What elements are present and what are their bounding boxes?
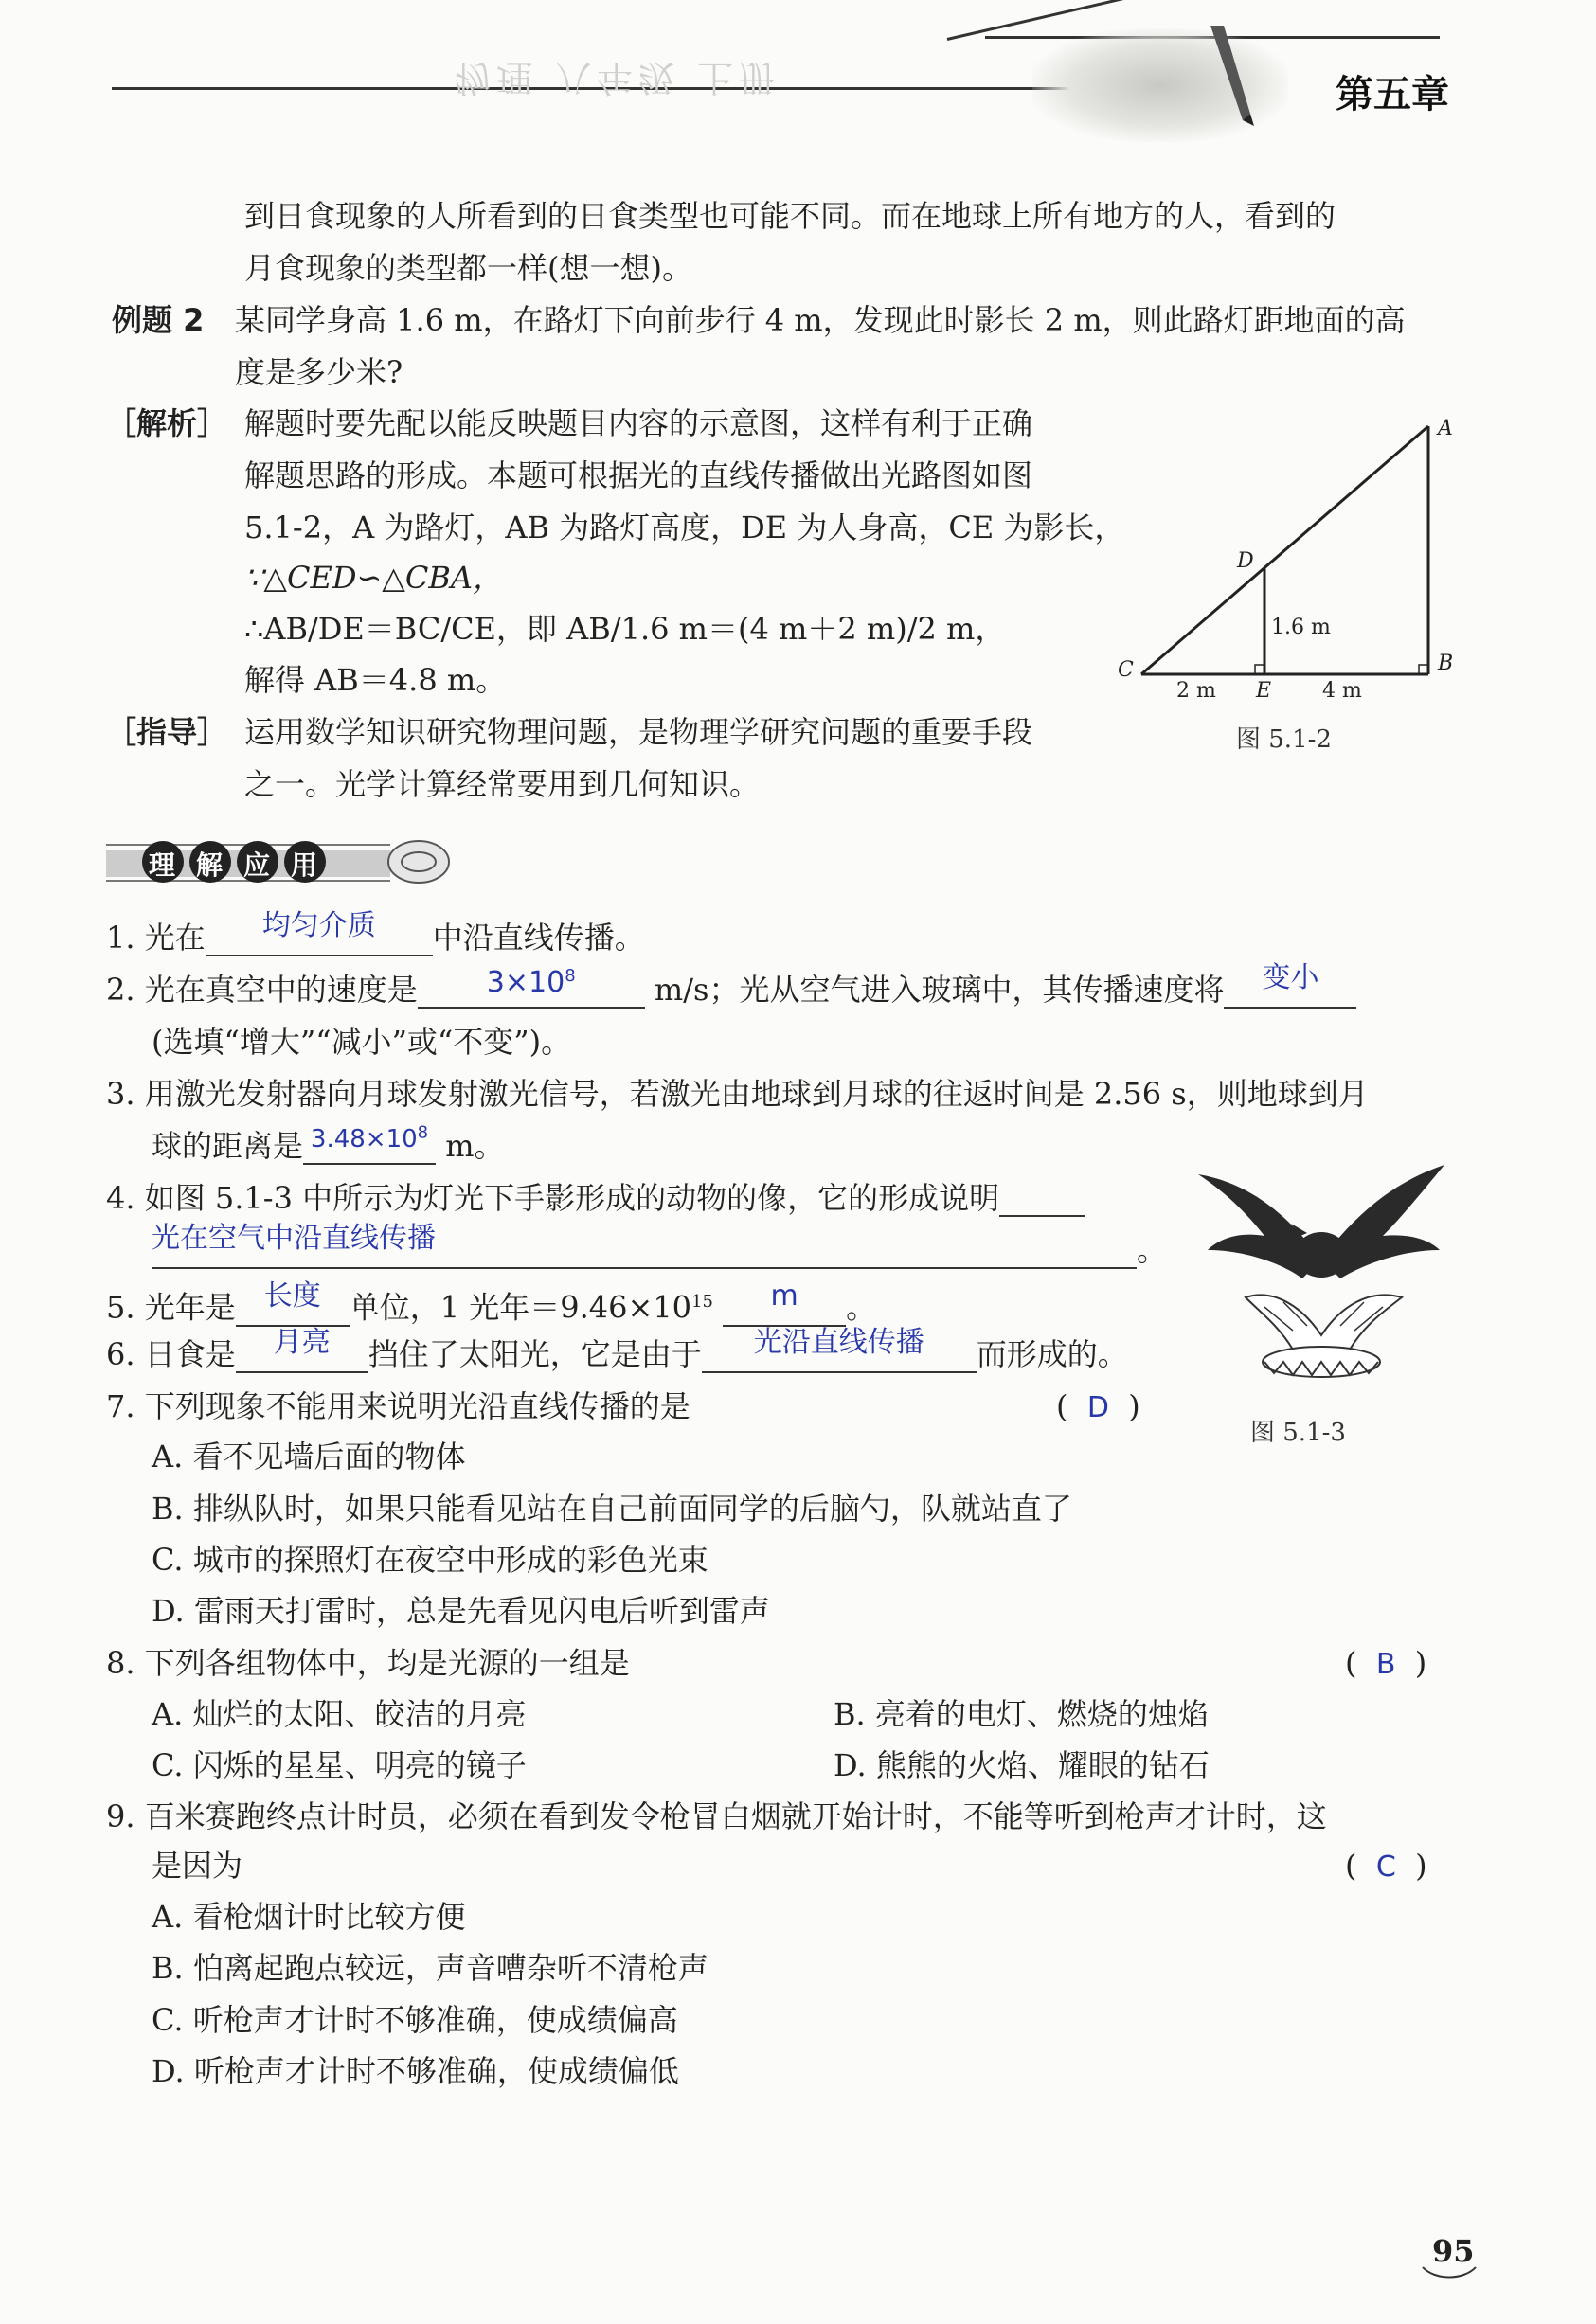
q2-answer-base: 3×10: [486, 966, 565, 999]
hand-shadow-bird-image: [1189, 1146, 1454, 1402]
intro-line-2: 月食现象的类型都一样(想一想)。: [244, 250, 692, 286]
page-number: 95: [1432, 2233, 1475, 2269]
label-c: C: [1118, 658, 1134, 682]
analysis-line: ∴AB/DE＝BC/CE，即 AB/1.6 m＝(4 m＋2 m)/2 m，: [244, 611, 1006, 647]
analysis-line: 解得 AB＝4.8 m。: [244, 662, 507, 698]
label-height: 1.6 m: [1271, 616, 1331, 639]
section-banner: [106, 833, 457, 886]
section-char: 用: [291, 849, 318, 881]
q9-option: B. 怕离起跑点较远，声音嘈杂听不清枪声: [152, 1950, 708, 1986]
q5-post: 。: [846, 1289, 877, 1326]
q5-answer-field[interactable]: [236, 1278, 350, 1327]
q8-option: A. 灿烂的太阳、皎洁的月亮: [152, 1696, 527, 1732]
q4-answer: 光在空气中沿直线传播: [152, 1222, 436, 1255]
label-a: A: [1438, 417, 1453, 440]
example-line-1: 某同学身高 1.6 m，在路灯下向前步行 4 m，发现此时影长 2 m，则此路灯距地面的高: [235, 302, 1406, 338]
label-ce: 2 m: [1176, 679, 1216, 703]
guidance-label: ［指导］: [106, 714, 228, 750]
guidance-line: 运用数学知识研究物理问题，是物理学研究问题的重要手段: [244, 714, 1033, 750]
q8-option: C. 闪烁的星星、明亮的镜子: [152, 1747, 527, 1783]
q8-answer-bracket[interactable]: ( B ): [1345, 1645, 1427, 1681]
analysis-line: ∵△CED∽△CBA，: [244, 560, 504, 596]
label-b: B: [1438, 652, 1454, 675]
q2-answer-field[interactable]: [418, 966, 645, 1009]
q6-answer2-field[interactable]: [702, 1326, 977, 1373]
q1-pre: 1. 光在: [106, 920, 206, 956]
question-2: [106, 961, 1356, 1009]
q9-answer-bracket[interactable]: ( C ): [1345, 1848, 1427, 1884]
q3-answer-base: 3.48×10: [310, 1124, 418, 1153]
q2-pre: 2. 光在真空中的速度是: [106, 972, 418, 1008]
question-3-line-1: 3. 用激光发射器向月球发射激光信号，若激光由地球到月球的往返时间是 2.56 s，则地球到月: [106, 1076, 1369, 1112]
q2-answer-exp: 8: [565, 966, 576, 986]
section-char: 应: [243, 849, 271, 881]
q1-answer-field[interactable]: [206, 909, 433, 956]
q5-mid: 单位，1 光年＝9.46×10: [349, 1289, 692, 1326]
q3-pre: 球的距离是: [152, 1128, 304, 1164]
q3-answer: [310, 1122, 429, 1153]
label-e: E: [1256, 679, 1272, 703]
q7-answer-bracket[interactable]: ( D ): [1056, 1388, 1140, 1424]
section-char: 理: [149, 849, 176, 881]
q7-answer: D: [1086, 1391, 1109, 1424]
question-9-line-1: 9. 百米赛跑终点计时员，必须在看到发令枪冒白烟就开始计时，不能等听到枪声才计时，这: [106, 1798, 1327, 1834]
q4-post: 。: [1137, 1232, 1168, 1268]
q6-answer: 月亮: [273, 1326, 331, 1359]
q1-answer: 均匀介质: [261, 909, 376, 942]
pencil-icon: [1203, 24, 1222, 118]
q8-option: D. 熊熊的火焰、耀眼的钻石: [834, 1747, 1210, 1783]
q1-post: 中沿直线传播。: [432, 920, 645, 956]
figure-5-1-3: [1189, 1146, 1454, 1402]
question-4-line-1: [106, 1179, 1085, 1217]
label-d: D: [1237, 549, 1254, 573]
question-2-line-2: (选填“增大”“减小”或“不变”)。: [152, 1024, 572, 1060]
q7-option: D. 雷雨天打雷时，总是先看见闪电后听到雷声: [152, 1593, 770, 1629]
question-1: [106, 909, 645, 956]
q6-pre: 6. 日食是: [106, 1336, 236, 1372]
q8-option: B. 亮着的电灯、燃烧的烛焰: [834, 1696, 1209, 1732]
q4-answer-field[interactable]: [152, 1222, 1137, 1269]
q5-answer2: m: [770, 1278, 798, 1313]
page-number-swoosh: [1421, 2263, 1478, 2282]
analysis-line: 解题时要先配以能反映题目内容的示意图，这样有利于正确: [244, 405, 1033, 441]
question-4-line-2: [152, 1222, 1168, 1269]
q7-option: C. 城市的探照灯在夜空中形成的彩色光束: [152, 1542, 708, 1578]
q4-line1: 4. 如图 5.1-3 中所示为灯光下手影形成的动物的像，它的形成说明: [106, 1180, 1000, 1216]
figure-5-1-2-caption: 图 5.1-2: [1236, 725, 1332, 754]
figure-5-1-3-caption: 图 5.1-3: [1250, 1419, 1346, 1447]
question-3-line-2: [152, 1122, 505, 1165]
analysis-line: 解题思路的形成。本题可根据光的直线传播做出光路图如图: [244, 457, 1033, 493]
analysis-line: 5.1-2，A 为路灯，AB 为路灯高度，DE 为人身高，CE 为影长，: [244, 509, 1125, 545]
q8-answer: B: [1375, 1648, 1396, 1681]
q7-option: B. 排纵队时，如果只能看见站在自己前面同学的后脑勺，队就站直了: [152, 1491, 1072, 1527]
question-9-line-2: 是因为: [152, 1848, 243, 1884]
q9-option: D. 听枪声才计时不够准确，使成绩偏低: [152, 2053, 679, 2089]
example-label: 例题 2: [112, 302, 205, 338]
q2-answer2-field[interactable]: [1224, 961, 1356, 1009]
q6-post: 而形成的。: [976, 1336, 1128, 1372]
q3-answer-field[interactable]: [303, 1122, 436, 1165]
q5-pre: 5. 光年是: [106, 1289, 236, 1326]
q5-answer: 长度: [263, 1278, 321, 1313]
question-6: [106, 1326, 1128, 1373]
guidance-line: 之一。光学计算经常要用到几何知识。: [244, 766, 761, 802]
question-7-stem: 7. 下列现象不能用来说明光沿直线传播的是: [106, 1388, 690, 1424]
q3-answer-exp: 8: [417, 1122, 429, 1142]
q2-answer: [487, 966, 576, 999]
figure-5-1-2: [1118, 407, 1478, 729]
q6-mid: 挡住了太阳光，它是由于: [368, 1336, 702, 1372]
q5-answer2-field[interactable]: [723, 1278, 846, 1327]
q2-answer2: 变小: [1262, 961, 1319, 994]
q6-answer-field[interactable]: [236, 1326, 368, 1373]
question-5: [106, 1278, 877, 1327]
q6-answer2: 光沿直线传播: [753, 1326, 924, 1359]
q2-mid: m/s；光从空气进入玻璃中，其传播速度将: [654, 972, 1225, 1008]
chapter-title: 第五章: [1336, 72, 1449, 116]
header-faded-title: 物理 八年级 上册: [455, 57, 781, 98]
analysis-label: ［解析］: [106, 405, 228, 441]
q7-option: A. 看不见墙后面的物体: [152, 1439, 466, 1475]
q4-answer-tail: [999, 1179, 1085, 1217]
example-line-2: 度是多少米?: [235, 354, 403, 390]
intro-line-1: 到日食现象的人所看到的日食类型也可能不同。而在地球上所有地方的人，看到的: [244, 198, 1336, 234]
q5-exp: 15: [691, 1292, 713, 1312]
section-char: 解: [196, 849, 224, 881]
label-eb: 4 m: [1322, 679, 1362, 703]
q9-option: C. 听枪声才计时不够准确，使成绩偏高: [152, 2002, 678, 2038]
question-8-stem: 8. 下列各组物体中，均是光源的一组是: [106, 1645, 630, 1681]
q3-post: m。: [445, 1128, 505, 1164]
q9-option: A. 看枪烟计时比较方便: [152, 1899, 466, 1935]
q9-answer: C: [1375, 1850, 1396, 1884]
